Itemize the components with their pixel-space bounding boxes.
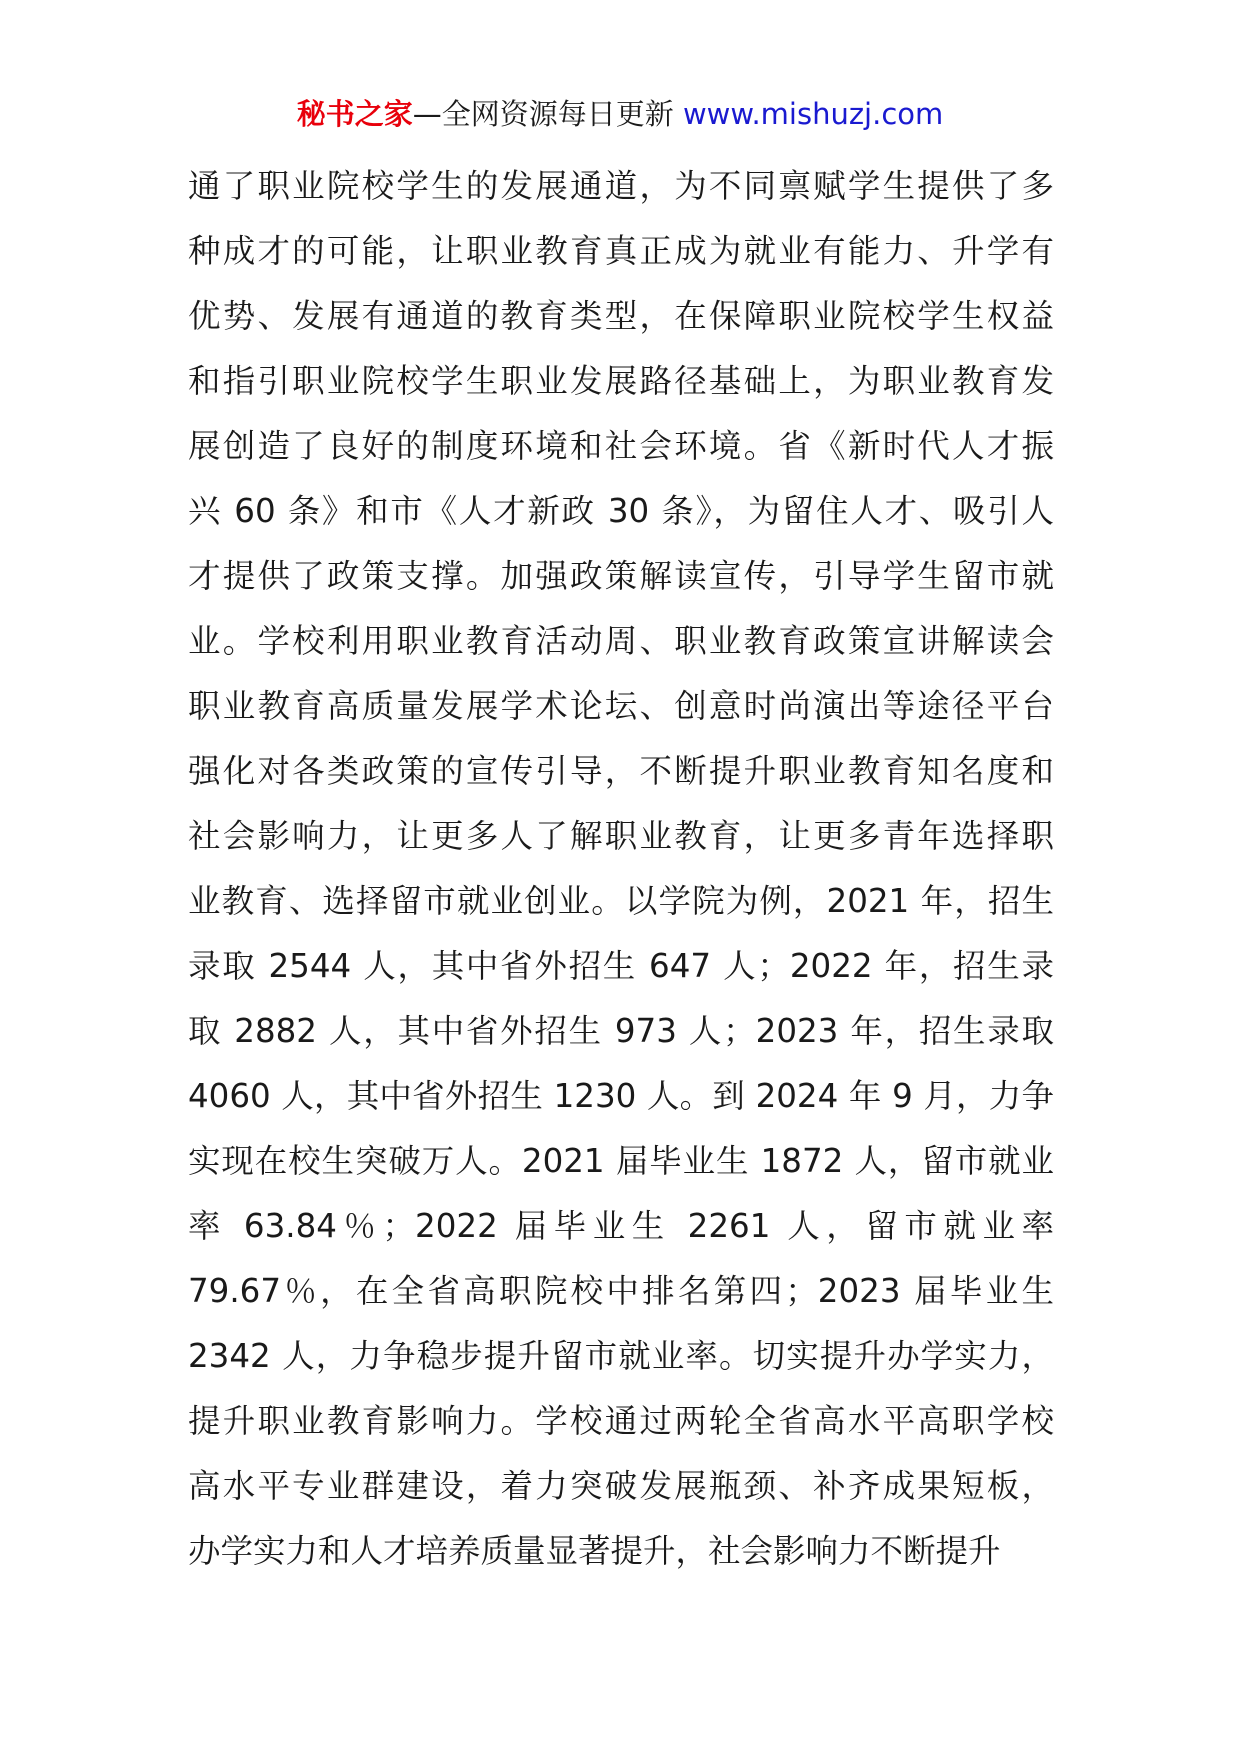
body-line: 实现在校生突破万人。2021 届毕业生 1872 人，留市就业 [188, 1142, 1054, 1180]
body-line: 职业教育高质量发展学术论坛、创意时尚演出等途径平台 [188, 687, 1054, 725]
body-line: 提升职业教育影响力。学校通过两轮全省高水平高职学校 [188, 1402, 1054, 1440]
document-body [188, 162, 1054, 1592]
body-line: 兴 60 条》和市《人才新政 30 条》，为留住人才、吸引人 [188, 492, 1054, 530]
page-header [0, 94, 1240, 134]
body-line: 2342 人，力争稳步提升留市就业率。切实提升办学实力， [188, 1337, 1054, 1375]
body-line: 录取 2544 人，其中省外招生 647 人；2022 年，招生录 [188, 947, 1054, 985]
body-line: 展创造了良好的制度环境和社会环境。省《新时代人才振 [188, 427, 1054, 465]
body-line: 办学实力和人才培养质量显著提升，社会影响力不断提升 [188, 1532, 1001, 1570]
body-line: 种成才的可能，让职业教育真正成为就业有能力、升学有 [188, 232, 1054, 270]
body-line: 4060 人，其中省外招生 1230 人。到 2024 年 9 月，力争 [188, 1077, 1054, 1115]
body-line: 业。学校利用职业教育活动周、职业教育政策宣讲解读会 [188, 622, 1054, 660]
body-line: 通了职业院校学生的发展通道，为不同禀赋学生提供了多 [188, 167, 1054, 205]
body-line: 率 63.84％；2022 届毕业生 2261 人，留市就业率 [188, 1207, 1054, 1245]
body-line: 才提供了政策支撑。加强政策解读宣传，引导学生留市就 [188, 557, 1054, 595]
body-line: 高水平专业群建设，着力突破发展瓶颈、补齐成果短板， [188, 1467, 1054, 1505]
site-url-link[interactable]: www.mishuzj.com [682, 97, 944, 131]
body-line: 业教育、选择留市就业创业。以学院为例，2021 年，招生 [188, 882, 1054, 920]
brand-name: 秘书之家 [296, 97, 413, 131]
body-line: 强化对各类政策的宣传引导，不断提升职业教育知名度和 [188, 752, 1054, 790]
body-line: 优势、发展有通道的教育类型，在保障职业院校学生权益 [188, 297, 1054, 335]
body-line: 和指引职业院校学生职业发展路径基础上，为职业教育发 [188, 362, 1054, 400]
body-line: 79.67％，在全省高职院校中排名第四；2023 届毕业生 [188, 1272, 1054, 1310]
body-line: 取 2882 人，其中省外招生 973 人；2023 年，招生录取 [188, 1012, 1054, 1050]
body-line: 社会影响力，让更多人了解职业教育，让更多青年选择职 [188, 817, 1054, 855]
header-tagline: —全网资源每日更新 [412, 97, 674, 131]
